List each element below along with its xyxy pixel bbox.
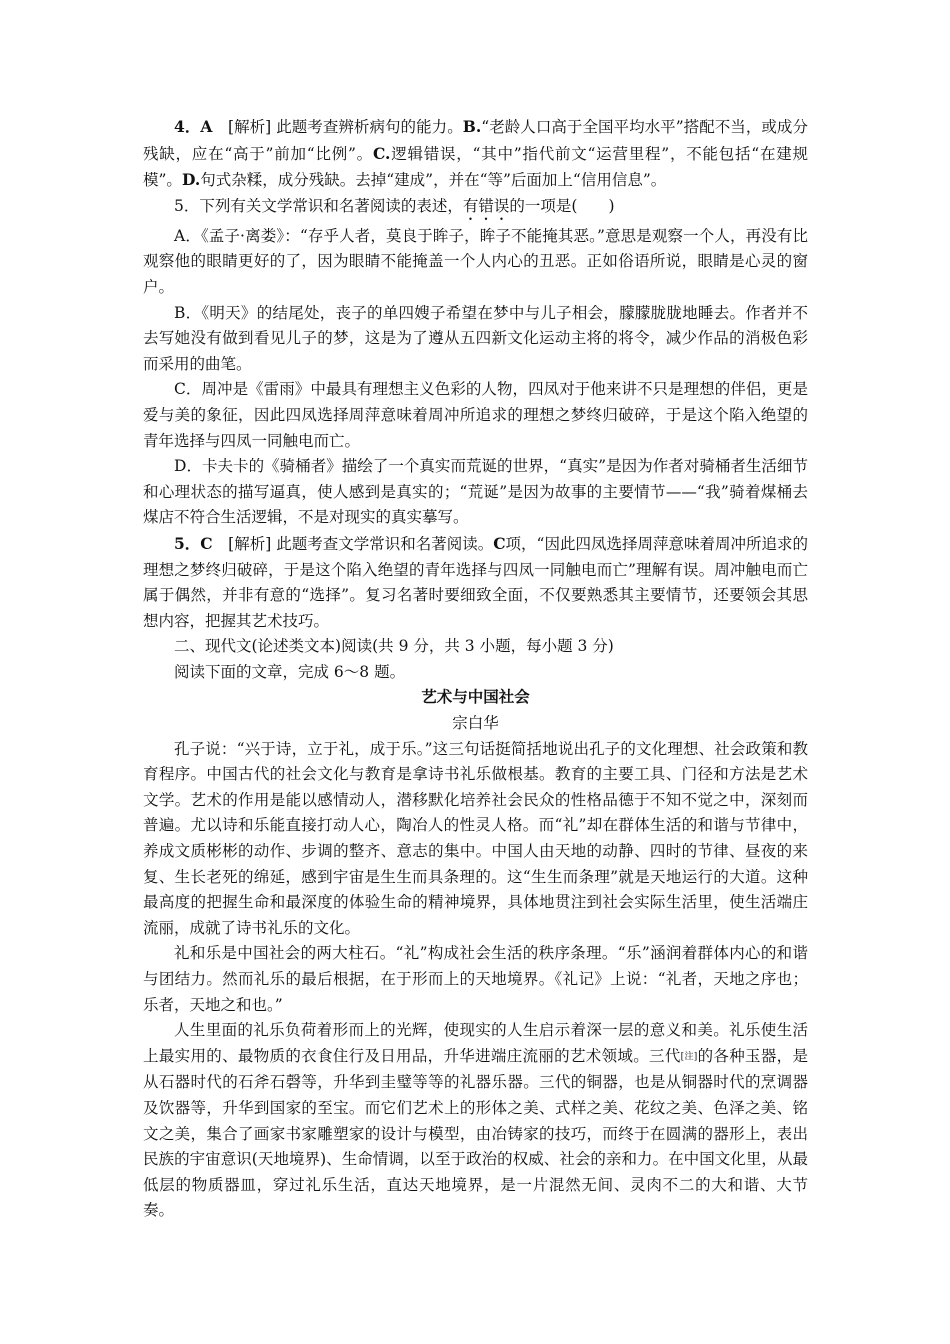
q4-text-3: 逻辑错误，“其中”指代前文“运营里程”，不能包括“在建规模”。 — [143, 144, 808, 190]
section-heading: 二、现代文(论述类文本)阅读(共 9 分，共 3 小题，每小题 3 分) — [174, 637, 614, 656]
q4-text-4: 句式杂糅，成分残缺。去掉“建成”，并在“等”后面加上“信用信息”。 — [200, 171, 667, 190]
article-author: 宗白华 — [452, 714, 499, 733]
q5-stem-text-2: 的一项是( ) — [509, 196, 615, 215]
article-paragraph-3-part-1: 人生里面的礼乐负荷着形而上的光辉，使现实的人生启示着深一层的意义和美。礼乐使生活上最实用的、最物质的衣食住行及日用品，升华进端庄流丽的艺术领域。三代 — [143, 1021, 808, 1065]
q5-answer-number: 5．C — [174, 533, 213, 553]
q5-text-2: 项，“因此四凤选择周萍意味着周冲所追求的理想之梦终归破碎，于是这个陷入绝望的青年选择与四凤一同触电而亡”理解有误。周冲触电而亡属于偶然，并非有意的“选择”。复习名著时要细致全面，不仅要熟悉其主要情节，还要领会其思想内容，把握其艺术技巧。 — [143, 534, 808, 630]
document-page — [143, 114, 808, 1224]
q4-analysis-tag: [解析] — [228, 118, 272, 136]
article-paragraph-3 — [143, 1018, 808, 1224]
q4-label-c: C. — [372, 143, 391, 163]
q4-text-1: 此题考查辨析病句的能力。 — [276, 118, 463, 136]
article-paragraph-3-part-2: 的各种玉器，是从石器时代的石斧石磬等，升华到圭璧等等的礼器乐器。三代的铜器，也是从铜器时代的烹调器及饮器等，升华到国家的至宝。而它们艺术上的形体之美、式样之美、花纹之美、色泽之美、铭文之美，集合了画家书家雕塑家的设计与模型，由冶铸家的技巧，而终于在圆满的器形上，表出民族的宇宙意识(天地境界)、生命情调，以至于政治的权威、社会的亲和力。在中国文化里，从最低层的物质器皿，穿过礼乐生活，直达天地境界，是一片混然无间、灵肉不二的大和谐、大节奏。 — [143, 1046, 808, 1220]
q5-analysis-tag: [解析] — [228, 534, 272, 553]
q5-option-a: A．《孟子·离娄》：“存乎人者，莫良于眸子，眸子不能掩其恶。”意思是观察一个人，再没有比观察他的眼睛更好的了，因为眼睛不能掩盖一个人内心的丑恶。正如俗语所说，眼睛是心灵的窗户。 — [143, 226, 808, 296]
article-paragraph-2: 礼和乐是中国社会的两大柱石。“礼”构成社会生活的秩序条理。“乐”涵润着群体内心的和谐与团结力。然而礼乐的最后根据，在于形而上的天地境界。《礼记》上说：“礼者，天地之序也；乐者，天地之和也。” — [143, 944, 808, 1014]
q4-label-b: B. — [462, 117, 482, 136]
q5-label-c: C — [493, 533, 506, 553]
q5-text-1: 此题考查文学常识和名著阅读。 — [276, 534, 494, 553]
footnote-marker[interactable]: [注] — [680, 1051, 698, 1062]
q5-stem-text-1: 5．下列有关文学常识和名著阅读的表述， — [174, 196, 463, 215]
q5-option-c: C．周冲是《雷雨》中最具有理想主义色彩的人物，四凤对于他来讲不只是理想的伴侣，更是爱与美的象征，因此四凤选择周萍意味着周冲所追求的理想之梦终归破碎，于是这个陷入绝望的青年选择与四凤一同触电而亡。 — [143, 380, 808, 450]
q4-answer-number: 4．A — [174, 117, 213, 136]
q5-stem-emphasis: 有错误 — [462, 196, 510, 215]
q5-stem — [143, 194, 808, 224]
q5-option-b: B．《明天》的结尾处，丧子的单四嫂子希望在梦中与儿子相会，朦朦胧胧地睡去。作者并不去写她没有做到看见儿子的梦，这是为了遵从五四新文化运动主将的将令，减少作品的消极色彩而采用的曲笔。 — [143, 303, 808, 373]
section-instruction: 阅读下面的文章，完成 6～8 题。 — [174, 662, 406, 681]
q4-text-2: “老龄人口高于全国平均水平”搭配不当，或成分残缺，应在“高于”前加“比例”。 — [143, 118, 808, 163]
q5-answer-explanation — [143, 531, 808, 634]
q5-option-d: D．卡夫卡的《骑桶者》描绘了一个真实而荒诞的世界，“真实”是因为作者对骑桶者生活细节和心理状态的描写逼真，使人感到是真实的；“荒诞”是因为故事的主要情节——“我”骑着煤桶去煤店不符合生活逻辑，不是对现实的真实摹写。 — [143, 457, 808, 527]
article-paragraph-1: 孔子说：“兴于诗，立于礼，成于乐。”这三句话挺简括地说出孔子的文化理想、社会政策和教育程序。中国古代的社会文化与教育是拿诗书礼乐做根基。教育的主要工具、门径和方法是艺术文学。艺术的作用是能以感情动人，潜移默化培养社会民众的性格品德于不知不觉之中，深刻而普遍。尤以诗和乐能直接打动人心，陶冶人的性灵人格。而“礼”却在群体生活的和谐与节律中，养成文质彬彬的动作、步调的整齐、意志的集中。中国人由天地的动静、四时的节律、昼夜的来复、生长老死的绵延，感到宇宙是生生而具条理的。这“生生而条理”就是天地运行的大道。这种最高度的把握生命和最深度的体验生命的精神境界，具体地贯注到社会实际生活里，使生活端庄流丽，成就了诗书礼乐的文化。 — [143, 739, 808, 937]
q4-label-d: D. — [181, 170, 201, 190]
article-title: 艺术与中国社会 — [421, 688, 530, 707]
q4-answer-explanation — [143, 114, 808, 194]
